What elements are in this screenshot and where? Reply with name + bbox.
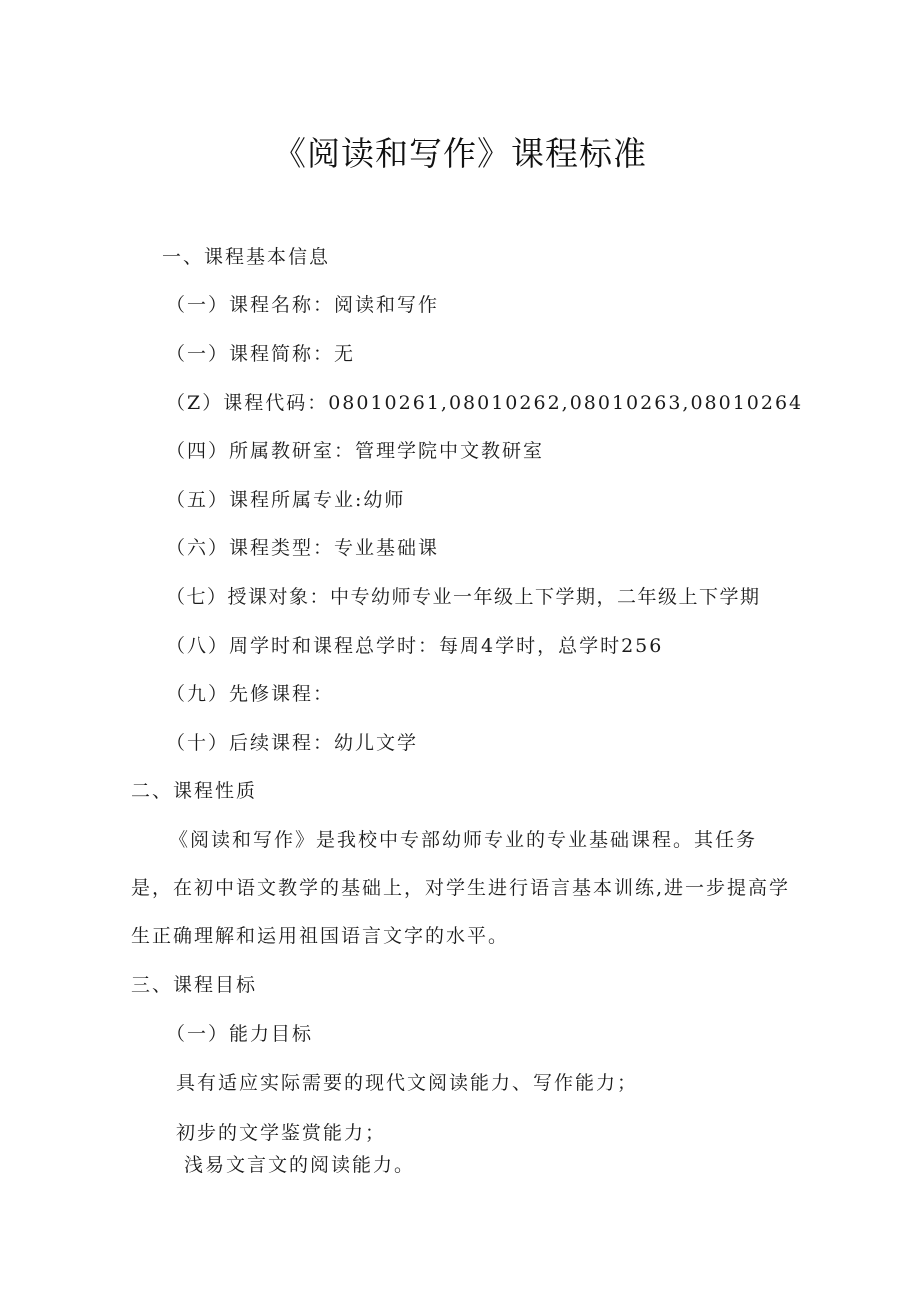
info-course-short-name: （一）课程简称：无 (166, 343, 356, 365)
document-title: 《阅读和写作》课程标准 (273, 134, 647, 173)
goal-item: 浅易文言文的阅读能力。 (184, 1154, 416, 1176)
goal-item: 初步的文学鉴赏能力； (176, 1122, 387, 1144)
goal-item: 具有适应实际需要的现代文阅读能力、写作能力； (176, 1072, 639, 1094)
info-major: （五）课程所属专业:幼师 (166, 489, 406, 511)
info-target-students: （七）授课对象：中专幼师专业一年级上下学期，二年级上下学期 (166, 586, 761, 608)
info-prerequisite: （九）先修课程： (166, 683, 335, 705)
section-heading-nature: 二、课程性质 (131, 780, 258, 802)
info-course-type: （六）课程类型：专业基础课 (166, 537, 440, 559)
info-hours: （八）周学时和课程总学时：每周4学时，总学时256 (166, 635, 664, 657)
course-nature-paragraph: 《阅读和写作》是我校中专部幼师专业的专业基础课程。其任务是，在初中语文教学的基础上，对学生进行语言基本训练,进一步提高学生正确理解和运用祖国语言文字的水平。 (131, 829, 791, 947)
objective-subheading-ability: （一）能力目标 (166, 1023, 314, 1045)
info-course-code: （Z）课程代码：08010261,08010262,08010263,08010264 (166, 392, 804, 414)
info-course-name: （一）课程名称：阅读和写作 (166, 294, 440, 316)
info-follow-up-course: （十）后续课程：幼儿文学 (166, 732, 419, 754)
section-heading-objectives: 三、课程目标 (131, 974, 258, 996)
info-teaching-office: （四）所属教研室：管理学院中文教研室 (166, 440, 545, 462)
section-heading-basic-info: 一、课程基本信息 (162, 246, 331, 268)
